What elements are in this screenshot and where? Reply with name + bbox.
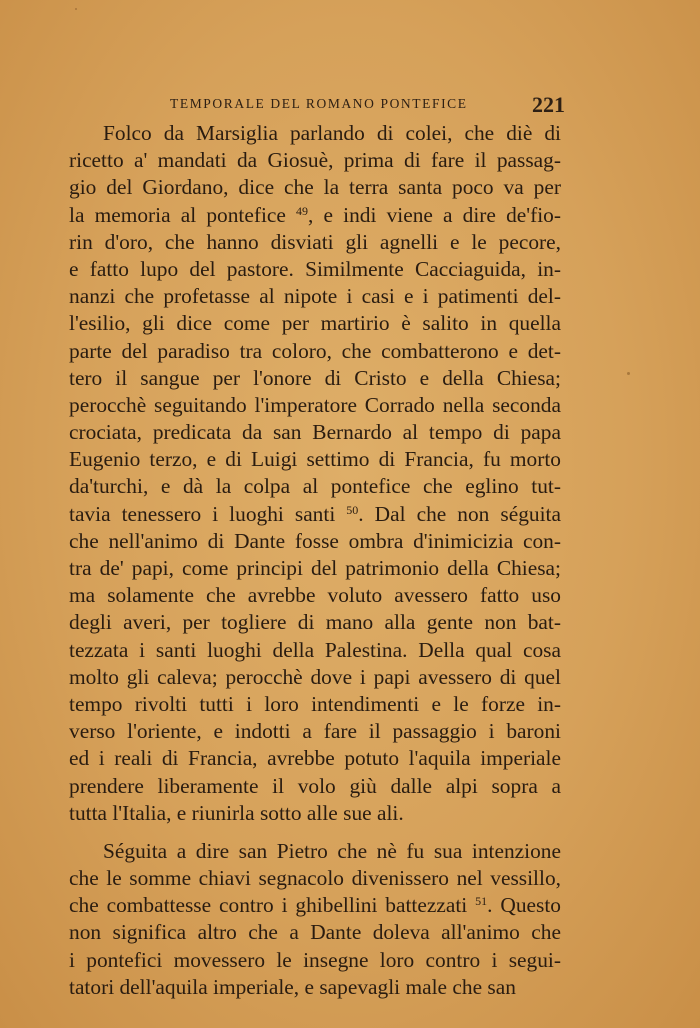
line-text: prendere liberamente il volo giù dalle alpi sopra a (69, 773, 561, 798)
running-head (170, 92, 565, 118)
line-text: gio del Giordano, dice che la terra santa poco va per (69, 175, 561, 200)
text-line (69, 229, 561, 256)
line-text: Eugenio terzo, e di Luigi settimo di Francia, fu morto (69, 447, 561, 472)
running-title: TEMPORALE DEL ROMANO PONTEFICE (170, 96, 468, 111)
text-line (69, 174, 561, 201)
line-text: non significa altro che a Dante doleva all'animo che (69, 920, 561, 945)
text-line (69, 147, 561, 174)
text-line (69, 528, 561, 555)
line-text: nanzi che profetasse al nipote i casi e i patimenti del- (69, 284, 561, 309)
line-text: parte del paradiso tra coloro, che combatterono e det- (69, 338, 561, 363)
line-text: tatori dell'aquila imperiale, e sapevagli male che san (69, 974, 516, 999)
text-line (69, 838, 561, 865)
line-text: e fatto lupo del pastore. Similmente Cacciaguida, in- (69, 256, 561, 281)
text-line (69, 338, 561, 365)
line-text: tero il sangue per l'onore di Cristo e della Chiesa; (69, 365, 561, 390)
line-text: ricetto a' mandati da Giosuè, prima di fare il passag- (69, 148, 561, 173)
line-text: crociata, predicata da san Bernardo al tempo di papa (69, 420, 561, 445)
line-text: la memoria al pontefice (69, 202, 297, 227)
line-text: Folco da Marsiglia parlando di colei, che diè di (103, 121, 561, 145)
text-line (69, 691, 561, 718)
body-text (69, 120, 561, 1001)
line-text: tempo rivolti tutti i loro intendimenti e le forze in- (69, 691, 561, 716)
line-text: , e indi viene a dire de'fio- (308, 202, 561, 227)
line-text: tra de' papi, come principi del patrimonio della Chiesa; (69, 556, 561, 580)
footnote-ref: 50 (346, 502, 359, 517)
text-line (69, 919, 561, 946)
line-text: ma solamente che avrebbe voluto avessero fatto uso (69, 583, 561, 608)
line-text: tavia tenessero i luoghi santi (69, 501, 347, 526)
text-line (69, 664, 561, 691)
text-line (69, 256, 561, 283)
text-line (69, 365, 561, 392)
line-text: che le somme chiavi segnacolo divenissero nel vessillo, (69, 866, 561, 891)
text-line (69, 865, 561, 892)
paragraph-gap (69, 827, 561, 838)
line-text: perocchè seguitando l'imperatore Corrado nella seconda (69, 392, 561, 417)
text-line (69, 310, 561, 337)
text-line (69, 555, 561, 582)
paper-speck (75, 8, 77, 10)
line-text: tutta l'Italia, e riunirla sotto alle sue ali. (69, 800, 404, 825)
paragraph (69, 120, 561, 827)
text-line (69, 283, 561, 310)
footnote-ref: 51 (475, 894, 488, 909)
line-text: degli averi, per togliere di mano alla gente non bat- (69, 610, 561, 635)
line-text: ed i reali di Francia, avrebbe potuto l'aquila imperiale (69, 746, 561, 771)
line-text: Séguita a dire san Pietro che nè fu sua intenzione (103, 838, 561, 863)
footnote-ref: 49 (296, 203, 309, 218)
text-line (69, 419, 561, 446)
text-line (69, 609, 561, 636)
text-line (69, 120, 561, 147)
text-line (69, 800, 561, 827)
text-line (69, 392, 561, 419)
line-text: l'esilio, gli dice come per martirio è salito in quella (69, 311, 561, 336)
text-line (69, 892, 561, 919)
line-text: i pontefici movessero le insegne loro contro i segui- (69, 947, 561, 972)
text-line (69, 637, 561, 664)
paper-speck (627, 372, 630, 375)
line-text: . Dal che non séguita (358, 501, 561, 526)
line-text: che combattesse contro i ghibellini battezzati (69, 893, 476, 918)
paragraph (69, 838, 561, 1001)
text-line (69, 473, 561, 500)
text-line (69, 582, 561, 609)
line-text: . Questo (487, 893, 561, 918)
text-line (69, 974, 561, 1001)
line-text: molto gli caleva; perocchè dove i papi avessero di quel (69, 664, 561, 689)
text-line (69, 718, 561, 745)
text-line (69, 202, 561, 229)
text-line (69, 745, 561, 772)
line-text: che nell'animo di Dante fosse ombra d'inimicizia con- (69, 528, 561, 553)
page-number: 221 (532, 92, 565, 117)
line-text: tezzata i santi luoghi della Palestina. Della qual cosa (69, 637, 561, 662)
line-text: da'turchi, e dà la colpa al pontefice che eglino tut- (69, 474, 561, 499)
text-line (69, 501, 561, 528)
line-text: rin d'oro, che hanno disviati gli agnelli e le pecore, (69, 229, 561, 254)
text-line (69, 446, 561, 473)
line-text: verso l'oriente, e indotti a fare il passaggio i baroni (69, 719, 561, 744)
text-line (69, 947, 561, 974)
text-line (69, 773, 561, 800)
